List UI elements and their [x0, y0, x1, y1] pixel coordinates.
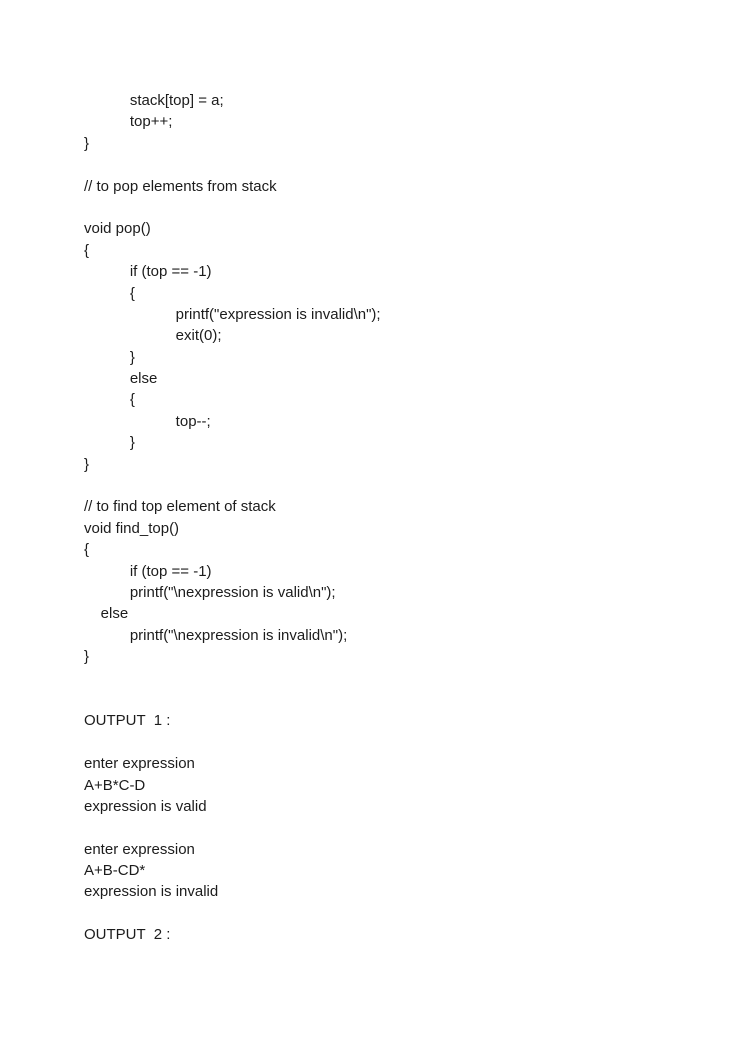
text-line: // to pop elements from stack	[84, 177, 277, 195]
text-line: }	[84, 648, 90, 666]
text-line: exit(0);	[84, 327, 222, 345]
text-line: else	[84, 370, 158, 388]
text-line: enter expression	[84, 755, 195, 773]
text-line	[84, 903, 724, 924]
text-line: if (top == -1)	[84, 263, 212, 281]
text-line: }	[84, 434, 135, 452]
text-line	[84, 817, 724, 838]
text-line: A+B-CD*	[84, 862, 146, 880]
text-line: A+B*C-D	[84, 776, 146, 794]
text-line	[84, 689, 724, 710]
text-line: }	[84, 134, 90, 152]
text-line	[84, 197, 724, 218]
text-line: OUTPUT 2 :	[84, 926, 171, 944]
text-line: enter expression	[84, 840, 195, 858]
text-line: void find_top()	[84, 519, 180, 537]
text-line: OUTPUT 1 :	[84, 712, 171, 730]
text-line: // to find top element of stack	[84, 498, 276, 516]
text-line: expression is invalid	[84, 883, 219, 901]
text-line: {	[84, 391, 135, 409]
text-line: else	[84, 605, 129, 623]
text-line	[84, 732, 724, 753]
text-line	[84, 154, 724, 175]
text-line: }	[84, 348, 135, 366]
text-line: top--;	[84, 412, 211, 430]
text-line: {	[84, 541, 90, 559]
text-line: void pop()	[84, 220, 151, 238]
text-line: top++;	[84, 113, 173, 131]
text-line: stack[top] = a;	[84, 92, 224, 109]
text-line	[84, 668, 724, 689]
text-line: printf("\nexpression is valid\n");	[84, 583, 336, 601]
text-line: expression is valid	[84, 797, 207, 815]
text-line: if (top == -1)	[84, 562, 212, 580]
text-line: {	[84, 284, 135, 302]
text-line: printf("expression is invalid\n");	[84, 305, 381, 323]
text-line: printf("\nexpression is invalid\n");	[84, 626, 348, 644]
text-line: }	[84, 455, 90, 473]
text-line: {	[84, 241, 90, 259]
text-line	[84, 475, 724, 496]
